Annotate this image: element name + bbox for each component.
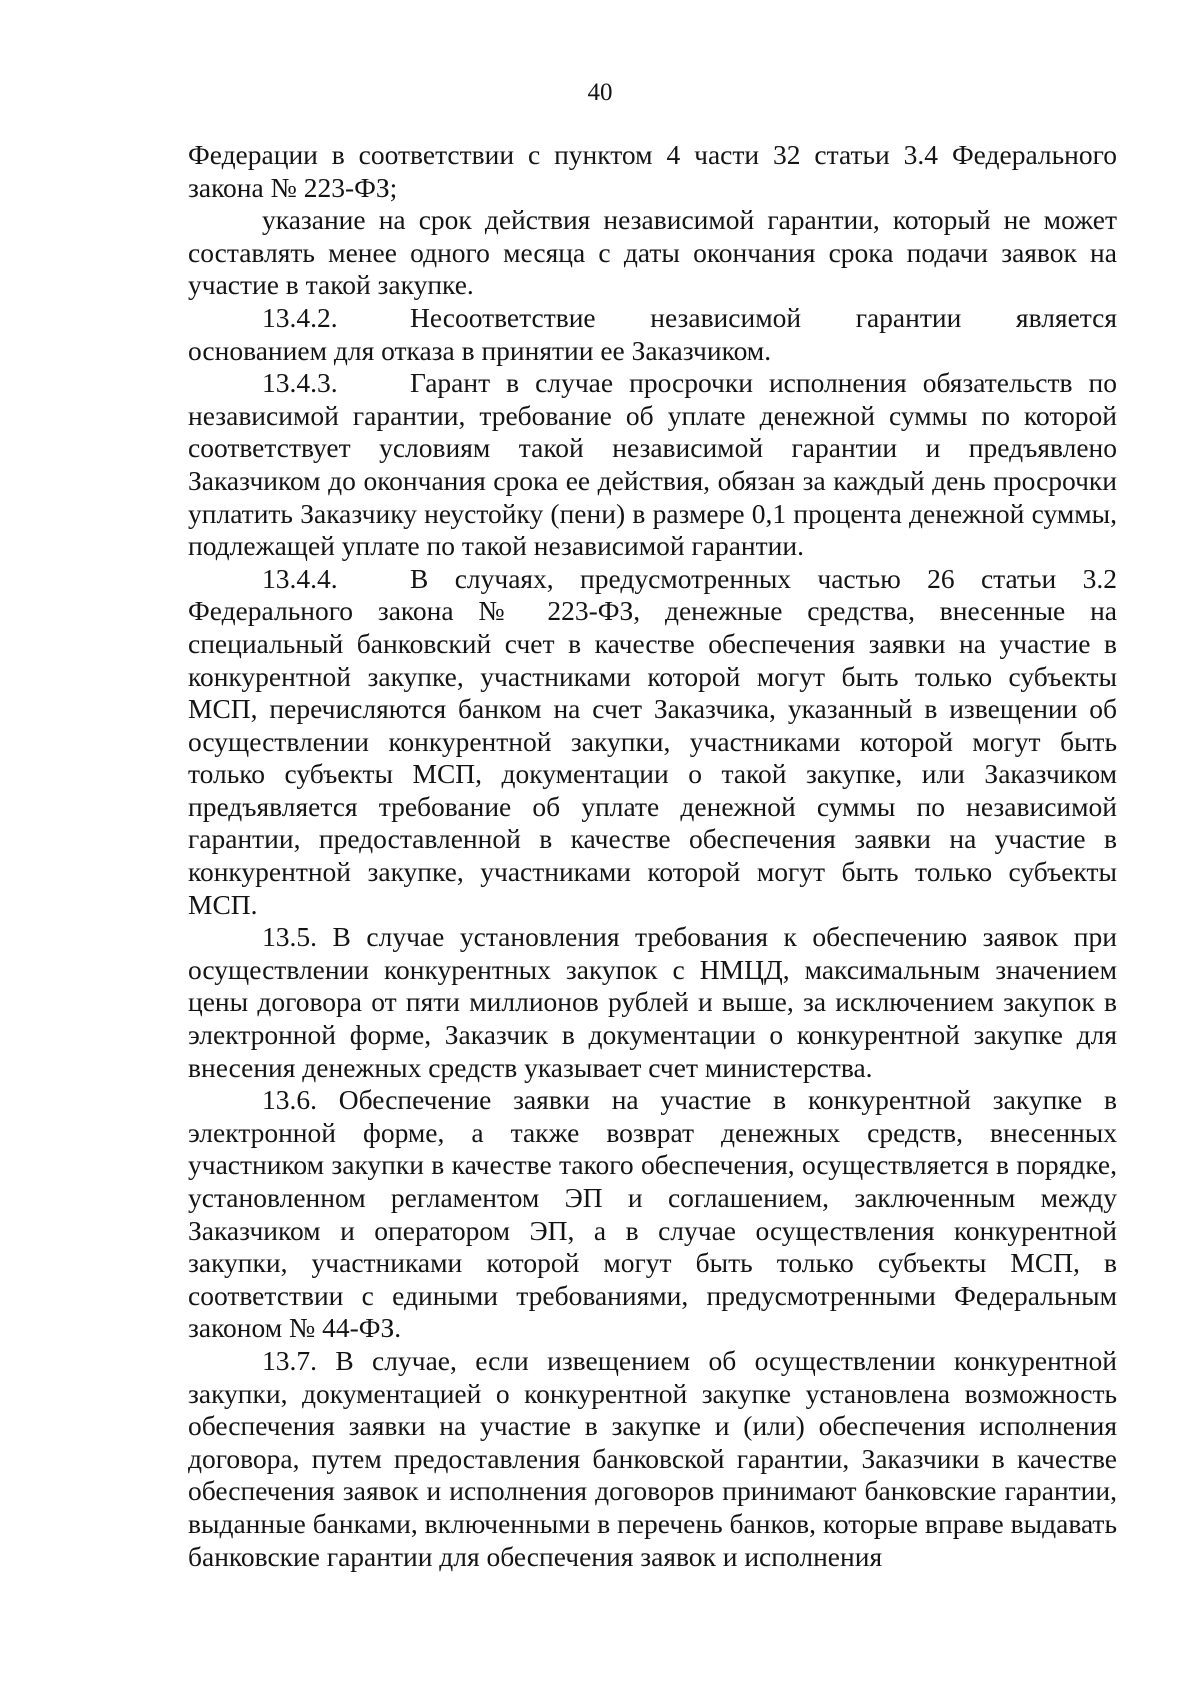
paragraph-text: В случаях, предусмотренных частью 26 статьи 3.2 Федерального закона № 223-ФЗ, денежные средства, внесенные на специальный банковский счет в качестве обеспечения заявки на участие в конкурентной закупке, участниками которой могут быть только субъекты МСП, перечисляются банком на счет Заказчика, указанный в извещении об осуществлении конкурентной закупки, участниками которой могут быть только субъекты МСП, документации о такой закупке, или Заказчиком предъявляется требование об уплате денежной суммы по независимой гарантии, предоставленной в качестве обеспечения заявки на участие в конкурентной закупке, участниками которой могут быть только субъекты МСП. [188,562,1117,920]
paragraph-text: 13.5. В случае установления требования к обеспечению заявок при осуществлении конкурентных закупок с НМЦД, максимальным значением цены договора от пяти миллионов рублей и выше, за исключением закупок в электронной форме, Заказчик в документации о конкурентной закупке для внесения денежных средств указывает счет министерства. [188,921,1117,1083]
paragraph-text: Гарант в случае просрочки исполнения обязательств по независимой гарантии, требование об уплате денежной суммы по которой соответствует условиям такой независимой гарантии и предъявлено Заказчиком до окончания срока ее действия, обязан за каждый день просрочки уплатить Заказчику неустойку (пени) в размере 0,1 процента денежной суммы, подлежащей уплате по такой независимой гарантии. [188,367,1117,562]
paragraph-number: 13.4.4. [262,562,338,594]
paragraph-number: 13.4.3. [262,367,338,399]
paragraph-number: 13.4.2. [262,301,338,333]
paragraph-text: указание на срок действия независимой гарантии, который не может составлять менее одного месяца с даты окончания срока подачи заявок на участие в такой закупке. [188,204,1117,301]
paragraph-text: Федерации в соответствии с пунктом 4 части 32 статьи 3.4 Федерального закона № 223-ФЗ; [188,139,1117,203]
paragraph-13-4-3 [188,367,1117,563]
paragraph-13-4-2 [188,302,1117,367]
paragraph-continuation [188,139,1117,204]
paragraph-13-4-4 [188,563,1117,922]
paragraph-13-7 [188,1345,1117,1573]
paragraph-text: Несоответствие независимой гарантии является основанием для отказа в принятии ее Заказчиком. [188,301,1117,366]
document-body [188,139,1117,1573]
paragraph-text: 13.7. В случае, если извещением об осуществлении конкурентной закупки, документацией о конкурентной закупке установлена возможность обеспечения заявки на участие в закупке и (или) обеспечения исполнения договора, путем предоставления банковской гарантии, Заказчики в качестве обеспечения заявок и исполнения договоров принимают банковские гарантии, выданные банками, включенными в перечень банков, которые вправе выдавать банковские гарантии для обеспечения заявок и исполнения [188,1344,1117,1572]
page-number: 40 [587,79,613,106]
paragraph-text: 13.6. Обеспечение заявки на участие в конкурентной закупке в электронной форме, а также возврат денежных средств, внесенных участником закупки в качестве такого обеспечения, осуществляется в порядке, установленном регламентом ЭП и соглашением, заключенным между Заказчиком и оператором ЭП, а в случае осуществления конкурентной закупки, участниками которой могут быть только субъекты МСП, в соответствии с едиными требованиями, предусмотренными Федеральным законом № 44-ФЗ. [188,1084,1117,1344]
paragraph-guarantee-term [188,204,1117,302]
paragraph-13-6 [188,1084,1117,1345]
paragraph-13-5 [188,921,1117,1084]
